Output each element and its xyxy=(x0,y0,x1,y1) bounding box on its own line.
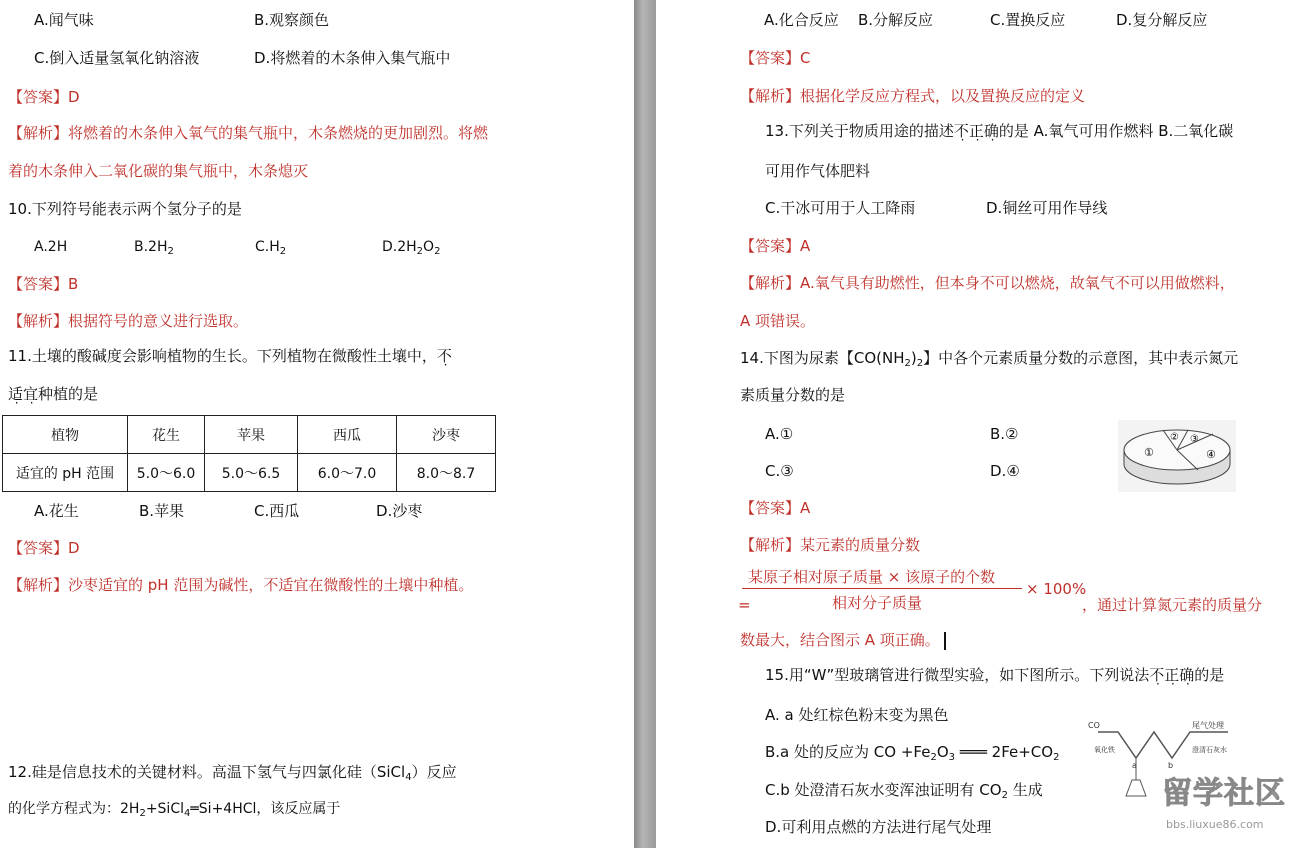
q14-conclusion: 数最大，结合图示 A 项正确。 xyxy=(740,630,946,650)
q12-option-c: C.置换反应 xyxy=(990,11,1066,29)
q14-stem-line2: 素质量分数的是 xyxy=(740,386,846,404)
ph-range-table xyxy=(2,415,496,492)
pie-label: ④ xyxy=(1206,448,1216,461)
q9-option-a: A.闻气味 xyxy=(34,11,94,29)
q11-option-b: B.苹果 xyxy=(139,502,185,520)
q15-option-b: B.a 处的反应为 CO $+Fe_2O_3$ ═══ $2Fe+CO_2$ xyxy=(765,743,1060,763)
q11-option-d: D.沙枣 xyxy=(376,502,423,520)
q9-option-c: C.倒入适量氢氧化钠溶液 xyxy=(34,49,200,67)
q9-answer: 【答案】D xyxy=(8,88,80,106)
q11-answer: 【答案】D xyxy=(8,539,80,557)
table-cell: 花生 xyxy=(128,416,205,454)
q12-analysis: 【解析】根据化学反应方程式，以及置换反应的定义 xyxy=(740,87,1086,105)
q14-option-d: D.④ xyxy=(990,462,1020,480)
q13-analysis-line2: A 项错误。 xyxy=(740,312,816,330)
q9-analysis-line2: 着的木条伸入二氧化碳的集气瓶中，木条熄灭 xyxy=(8,162,309,180)
q14-option-c: C.③ xyxy=(765,462,794,480)
q12-option-d: D.复分解反应 xyxy=(1116,11,1208,29)
fraction-bar xyxy=(742,588,1022,589)
q15-option-d: D.可利用点燃的方法进行尾气处理 xyxy=(765,818,992,836)
q12-option-b: B.分解反应 xyxy=(858,11,934,29)
table-row xyxy=(3,454,496,492)
q12-stem-line1: 12.硅是信息技术的关键材料。高温下氢气与四氯化硅（SiCl$_4$）反应 xyxy=(8,763,457,783)
q9-analysis-line1: 【解析】将燃着的木条伸入氧气的集气瓶中，木条燃烧的更加剧烈。将燃 xyxy=(8,124,489,142)
q13-answer: 【答案】A xyxy=(740,237,811,255)
q15-stem: 15.用“W”型玻璃管进行微型实验，如下图所示。下列说法不正确的是 xyxy=(765,666,1225,684)
table-row xyxy=(3,416,496,454)
q11-stem-line2: 适宜种植的是 xyxy=(8,385,99,403)
page-gutter xyxy=(634,0,656,848)
q13-option-d: D.铜丝可用作导线 xyxy=(986,199,1108,217)
pie-label: ① xyxy=(1144,446,1154,459)
q11-option-a: A.花生 xyxy=(34,502,79,520)
q14-option-a: A.① xyxy=(765,425,794,443)
table-cell: 苹果 xyxy=(205,416,298,454)
q9-option-d: D.将燃着的木条伸入集气瓶中 xyxy=(254,49,451,67)
formula-equals: = xyxy=(738,596,751,614)
mass-fraction-pie-figure xyxy=(1118,420,1236,492)
formula-multiplier: × 100% xyxy=(1026,580,1087,598)
formula-denominator: 相对分子质量 xyxy=(832,594,923,612)
q9-option-b: B.观察颜色 xyxy=(254,11,330,29)
w-tube xyxy=(1098,732,1228,758)
apparatus-label-b: b xyxy=(1168,761,1174,770)
apparatus-label-fe2o3: 氧化铁 xyxy=(1094,746,1115,754)
q10-option-c: $C.H_2$ xyxy=(255,239,287,257)
q11-stem-line1: 11.土壤的酸碱度会影响植物的生长。下列植物在微酸性土壤中，不 xyxy=(8,347,452,365)
text-cursor xyxy=(944,632,946,650)
table-cell: 沙枣 xyxy=(397,416,496,454)
formula-numerator: 某原子相对原子质量 × 该原子的个数 xyxy=(748,568,996,586)
q10-answer: 【答案】B xyxy=(8,275,79,293)
apparatus-label-co: CO xyxy=(1088,721,1100,730)
q14-option-b: B.② xyxy=(990,425,1019,443)
apparatus-label-a: a xyxy=(1132,761,1137,770)
q10-option-d: $D.2H_2O_2$ xyxy=(382,239,441,257)
alcohol-lamp xyxy=(1126,780,1146,796)
q10-option-a: A.2H xyxy=(34,239,68,255)
q15-option-a: A. a 处红棕色粉末变为黑色 xyxy=(765,706,949,724)
table-cell: 6.0～7.0 xyxy=(298,454,397,492)
q13-analysis-line1: 【解析】A.氧气具有助燃性，但本身不可以燃烧，故氧气不可以用做燃料， xyxy=(740,274,1235,292)
table-cell: 植物 xyxy=(3,416,128,454)
pie-label: ② xyxy=(1170,432,1179,443)
apparatus-label-tail: 尾气处理 xyxy=(1192,721,1224,730)
q15-option-c: C.b 处澄清石灰水变浑浊证明有 $CO_2$ 生成 xyxy=(765,781,1043,801)
q12-stem-line2: 的化学方程式为：$2H_2+SiCl_4═Si+4HCl$，该反应属于 xyxy=(8,801,341,819)
q12-option-a: A.化合反应 xyxy=(764,11,839,29)
formula-tail-text: ，通过计算氮元素的质量分 xyxy=(1082,596,1263,614)
q14-answer: 【答案】A xyxy=(740,499,811,517)
table-cell: 西瓜 xyxy=(298,416,397,454)
q11-analysis: 【解析】沙枣适宜的 pH 范围为碱性，不适宜在微酸性的土壤中种植。 xyxy=(8,576,474,594)
table-cell: 5.0～6.5 xyxy=(205,454,298,492)
q13-stem-line2: 可用作气体肥料 xyxy=(765,162,871,180)
table-cell: 适宜的 pH 范围 xyxy=(3,454,128,492)
apparatus-label-lime: 澄清石灰水 xyxy=(1192,746,1227,754)
q14-stem-line1: 14.下图为尿素【$CO(NH_2)_2$】中各个元素质量分数的示意图，其中表示氮元 xyxy=(740,349,1239,369)
watermark-logo-text: 留学社区 xyxy=(1162,776,1286,811)
q10-stem: 10.下列符号能表示两个氢分子的是 xyxy=(8,200,242,218)
q11-option-c: C.西瓜 xyxy=(254,502,300,520)
q10-option-b: $B.2H_2$ xyxy=(134,239,174,257)
q13-stem-line1: 13.下列关于物质用途的描述不正确的是 A.氧气可用作燃料 B.二氧化碳 xyxy=(765,122,1234,140)
q12-answer: 【答案】C xyxy=(740,49,811,67)
q13-option-c: C.干冰可用于人工降雨 xyxy=(765,199,916,217)
table-cell: 5.0～6.0 xyxy=(128,454,205,492)
q10-analysis: 【解析】根据符号的意义进行选取。 xyxy=(8,312,249,330)
table-cell: 8.0～8.7 xyxy=(397,454,496,492)
q14-analysis: 【解析】某元素的质量分数 xyxy=(740,536,921,554)
pie-label: ③ xyxy=(1190,434,1199,445)
watermark-url: bbs.liuxue86.com xyxy=(1166,818,1264,831)
